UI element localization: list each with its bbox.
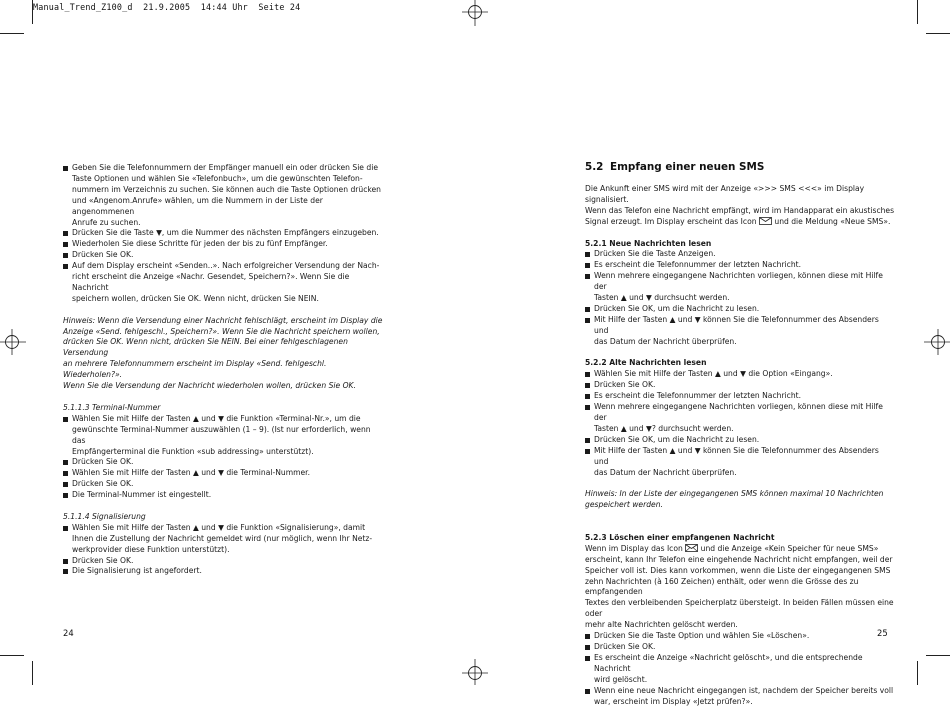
hint-note: Hinweis: Wenn die Versendung einer Nachricht fehlschlägt, erscheint im Display die Anzeige «Send. fehlgeschl., Speichern?». Wenn Sie die Nachricht speichern wollen, drücken Sie OK. Wenn nicht, drücken Sie NEIN. Bei einer fehlgeschlagenen Versendung an mehrere Telefonnummern erscheint im Display «Send. fehlgeschl. Wiederholen?». Wenn Sie die Versendung der Nachricht wiederholen wollen, drücken Sie OK. [63,315,383,391]
list-item: Drücken Sie OK, um die Nachricht zu lesen. [585,304,895,315]
list-item: Wählen Sie mit Hilfe der Tasten ▲ und ▼ die Terminal-Nummer. [63,468,383,479]
envelope-full-icon [685,544,698,552]
crop-mark [0,33,24,34]
list-item: Es erscheint die Anzeige «Nachricht gelöscht», und die entsprechende Nachricht wird gelöscht. [585,653,895,686]
list-item: Drücken Sie die Taste Option und wählen Sie «Löschen». [585,631,895,642]
list-item: Auf dem Display erscheint «Senden..». Nach erfolgreicher Versendung der Nach- richt erscheint die Anzeige «Nachr. Gesendet, Speichern?». Wenn Sie die Nachricht speichern wollen, drücken Sie OK. Wenn nicht, drücken Sie NEIN. [63,261,383,305]
subsection-heading: 5.2.1 Neue Nachrichten lesen [585,238,712,248]
registration-mark-icon [462,0,488,26]
crop-mark [0,655,24,656]
list-item: Es erscheint die Telefonnummer der letzten Nachricht. [585,260,895,271]
list-item: Mit Hilfe der Tasten ▲ und ▼ können Sie die Telefonnummer des Absenders und das Datum der Nachricht überprüfen. [585,446,895,479]
list-item: Geben Sie die Telefonnummern der Empfänger manuell ein oder drücken Sie die Taste Optionen und wählen Sie «Telefonbuch», um die gewünschten Telefon- nummern im Verzeichnis zu suchen. Sie können auch die Taste Optionen drücken und «Angenom.Anrufe» wählen, um die Nummern in der Liste der angenommenen Anrufe zu suchen. [63,163,383,228]
registration-mark-icon [462,659,488,685]
list-item: Wählen Sie mit Hilfe der Tasten ▲ und ▼ die Funktion «Signalisierung», damit Ihnen die Zustellung der Nachricht gemeldet wird (nur möglich, wenn Ihr Netz- werkprovider diese Funktion unterstützt). [63,523,383,556]
page-number: 24 [63,628,74,638]
section-title: 5.2 Empfang einer neuen SMS [585,161,765,173]
list-item: Drücken Sie die Taste ▼, um die Nummer des nächsten Empfängers einzugeben. [63,228,383,239]
list-item: Mit Hilfe der Tasten ▲ und ▼ können Sie die Telefonnummer des Absenders und das Datum der Nachricht überprüfen. [585,315,895,348]
list-item: Wählen Sie mit Hilfe der Tasten ▲ und ▼ die Option «Eingang». [585,369,895,380]
registration-mark-icon [0,329,26,355]
right-page-column [585,160,895,707]
list-item: Drücken Sie OK. [63,479,383,490]
crop-mark [917,0,918,24]
section-heading: 5.1.1.4 Signalisierung [63,511,146,521]
subsection-heading: 5.2.3 Löschen einer empfangenen Nachricht [585,532,775,542]
crop-mark [32,0,33,24]
hint-note: Hinweis: In der Liste der eingegangenen SMS können maximal 10 Nachrichten gespeichert werden. [585,489,884,510]
list-item: Die Signalisierung ist angefordert. [63,566,383,577]
list-item: Drücken Sie OK. [63,457,383,468]
envelope-icon [759,217,772,225]
crop-mark [917,661,918,685]
list-item: Drücken Sie die Taste Anzeigen. [585,249,895,260]
list-item: Wenn mehrere eingegangene Nachrichten vorliegen, können diese mit Hilfe der Tasten ▲ und ▼? durchsucht werden. [585,402,895,435]
list-item: Drücken Sie OK. [585,642,895,653]
list-item: Wenn eine neue Nachricht eingegangen ist, nachdem der Speicher bereits voll war, erscheint im Display «Jetzt prüfen?». [585,686,895,707]
section-heading: 5.1.1.3 Terminal-Nummer [63,402,161,412]
list-item: Wenn mehrere eingegangene Nachrichten vorliegen, können diese mit Hilfe der Tasten ▲ und ▼ durchsucht werden. [585,271,895,304]
crop-mark [32,661,33,685]
list-item: Die Terminal-Nummer ist eingestellt. [63,490,383,501]
list-item: Drücken Sie OK, um die Nachricht zu lesen. [585,435,895,446]
left-page-column [63,163,383,577]
list-item: Es erscheint die Telefonnummer der letzten Nachricht. [585,391,895,402]
registration-mark-icon [924,329,950,355]
list-item: Drücken Sie OK. [585,380,895,391]
list-item: Drücken Sie OK. [63,556,383,567]
crop-mark [926,33,950,34]
intro-paragraph: Die Ankunft einer SMS wird mit der Anzeige «>>> SMS <<<» im Display signalisiert. Wenn das Telefon eine Nachricht empfängt, wird im Handapparat ein akustisches Signal erzeugt. Im Display erscheint das Icon und die Meldung «Neue SMS». [585,184,895,226]
list-item: Wählen Sie mit Hilfe der Tasten ▲ und ▼ die Funktion «Terminal-Nr.», um die gewünschte Terminal-Nummer auszuwählen (1 – 9). (Ist nur erforderlich, wenn das Empfängerterminal die Funktion «sub addressing» unterstützt). [63,414,383,458]
list-item: Drücken Sie OK. [63,250,383,261]
left-bullets-a [63,163,383,305]
page-number: 25 [877,628,888,638]
list-item: Wiederholen Sie diese Schritte für jeden der bis zu fünf Empfänger. [63,239,383,250]
body-paragraph: Wenn im Display das Icon und die Anzeige «Kein Speicher für neue SMS» erscheint, kann Ihr Telefon eine eingehende Nachricht nicht empfangen, weil der Speicher voll ist. Dies kann vorkommen, wenn die Liste der eingegangenen SMS zehn Nachrichten (à 160 Zeichen) enthält, oder wenn die Grösse des zu empfangenden Textes den verbleibenden Speicherplatz übersteigt. In beiden Fällen müssen eine oder mehr alte Nachrichten gelöscht werden. [585,543,894,630]
crop-mark [926,655,950,656]
print-header: Manual_Trend_Z100_d 21.9.2005 14:44 Uhr Seite 24 [33,2,301,12]
subsection-heading: 5.2.2 Alte Nachrichten lesen [585,358,707,368]
